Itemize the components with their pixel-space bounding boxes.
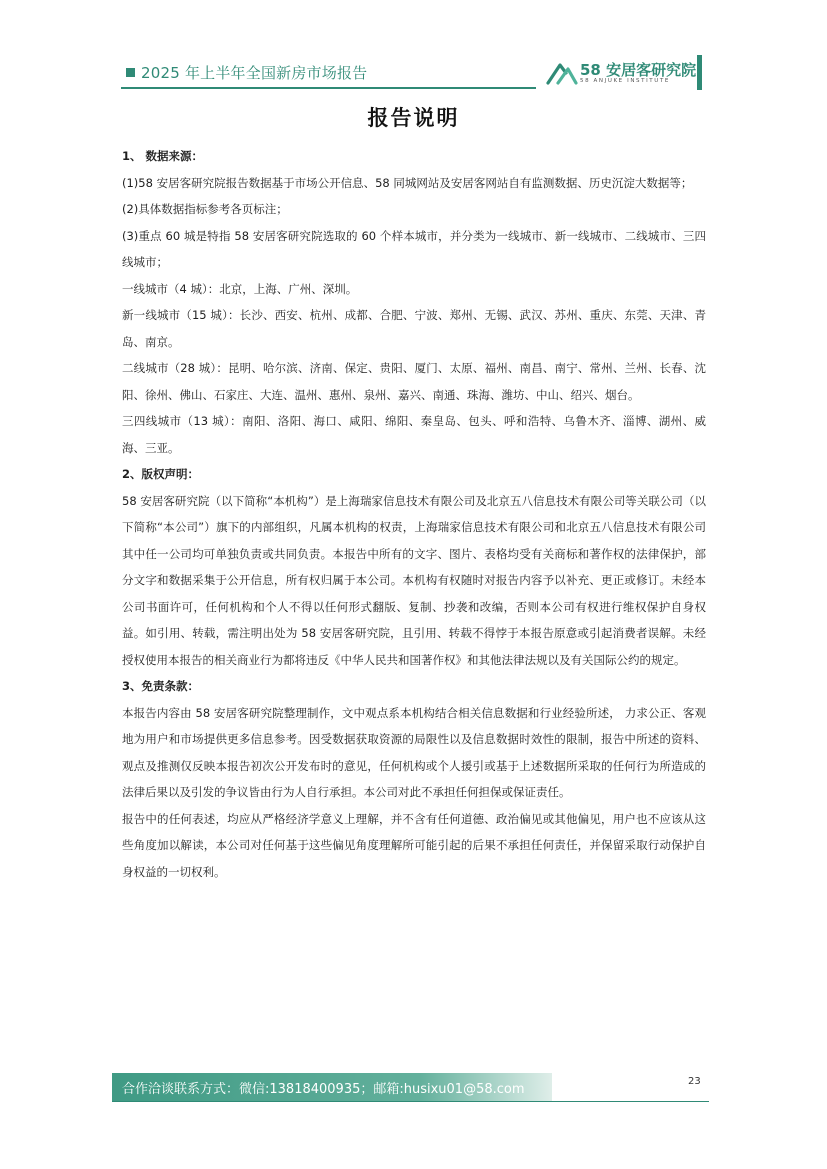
paragraph: (1)58 安居客研究院报告数据基于市场公开信息、58 同城网站及安居客网站自有监测数据、历史沉淀大数据等； bbox=[122, 175, 693, 190]
paragraph: 本报告内容由 58 安居客研究院整理制作，文中观点系本机构结合相关信息数据和行业经验所述， 力求公正、客观地为用户和市场提供更多信息参考。因受数据获取资源的局限性以及信息数据时效性的限制，报告中所述的资料、观点及推测仅反映本报告初次公开发布时的意见，任何机构或个人援引或基于上述数据所采取的任何行为所造成的法律后果以及引发的争议皆由行为人自行承担。本公司对此不承担任何担保或保证责任。 bbox=[122, 705, 706, 799]
paragraph: 一线城市（4 城）：北京，上海、广州、深圳。 bbox=[122, 281, 358, 296]
paragraph: 新一线城市（15 城）：长沙、西安、杭州、成都、合肥、宁波、郑州、无锡、武汉、苏州、重庆、东莞、天津、青岛、南京。 bbox=[122, 308, 706, 349]
header-accent-bar bbox=[697, 55, 702, 90]
footer-contact-band bbox=[112, 1073, 552, 1101]
section-heading-data-source: 1、 数据来源： bbox=[122, 149, 204, 163]
paragraph: (2)具体数据指标参考各页标注； bbox=[122, 202, 288, 216]
paragraph: (3)重点 60 城是特指 58 安居客研究院选取的 60 个样本城市，并分类为一线城市、新一线城市、二线城市、三四线城市； bbox=[122, 228, 706, 269]
logo-subtitle: 58 ANJUKE INSTITUTE bbox=[580, 78, 670, 84]
paragraph: 报告中的任何表述，均应从严格经济学意义上理解，并不含有任何道德、政治偏见或其他偏见，用户也不应该从这些角度加以解读，本公司对任何基于这些偏见角度理解所可能引起的后果不承担任何责任，并保留采取行动保护自身权益的一切权利。 bbox=[122, 811, 706, 879]
report-title: 2025 年上半年全国新房市场报告 bbox=[141, 64, 368, 82]
section-heading-copyright: 2、版权声明： bbox=[122, 467, 200, 481]
page-title: 报告说明 bbox=[367, 106, 460, 130]
page-number: 23 bbox=[688, 1076, 701, 1087]
paragraph: 58 安居客研究院（以下简称“本机构”）是上海瑞家信息技术有限公司及北京五八信息技术有限公司等关联公司（以下简称“本公司”）旗下的内部组织，凡属本机构的权责，上海瑞家信息技术有限公司和北京五八信息技术有限公司其中任一公司均可单独负责或共同负责。本报告中所有的文字、图片、表格均受有关商标和著作权的法律保护，部分文字和数据采集于公开信息，所有权归属于本公司。本机构有权随时对报告内容予以补充、更正或修订。未经本公司书面许可，任何机构和个人不得以任何形式翻版、复制、抄袭和改编，否则本公司有权进行维权保护自身权益。如引用、转载，需注明出处为 58 安居客研究院，且引用、转载不得悖于本报告原意或引起消费者误解。未经授权使用本报告的相关商业行为都将违反《中华人民共和国著作权》和其他法律法规以及有关国际公约的规定。 bbox=[122, 493, 706, 667]
paragraph: 二线城市（28 城）：昆明、哈尔滨、济南、保定、贵阳、厦门、太原、福州、南昌、南宁、常州、兰州、长春、沈阳、徐州、佛山、石家庄、大连、温州、惠州、泉州、嘉兴、南通、珠海、潍坊、中山、绍兴、烟台。 bbox=[122, 361, 706, 402]
header-divider bbox=[121, 87, 536, 89]
report-notes-body bbox=[122, 143, 706, 885]
header-marker bbox=[126, 68, 135, 77]
institute-logo bbox=[546, 58, 696, 88]
logo-name: 58 安居客研究院 bbox=[580, 61, 697, 79]
section-heading-disclaimer: 3、免责条款： bbox=[122, 679, 200, 693]
house-logo-icon bbox=[546, 59, 578, 87]
footer-divider bbox=[112, 1101, 709, 1102]
contact-info: 合作洽谈联系方式：微信:13818400935；邮箱:husixu01@58.com bbox=[122, 1082, 525, 1097]
paragraph: 三四线城市（13 城）：南阳、洛阳、海口、咸阳、绵阳、秦皇岛、包头、呼和浩特、乌鲁木齐、淄博、湖州、威海、三亚。 bbox=[122, 414, 706, 455]
